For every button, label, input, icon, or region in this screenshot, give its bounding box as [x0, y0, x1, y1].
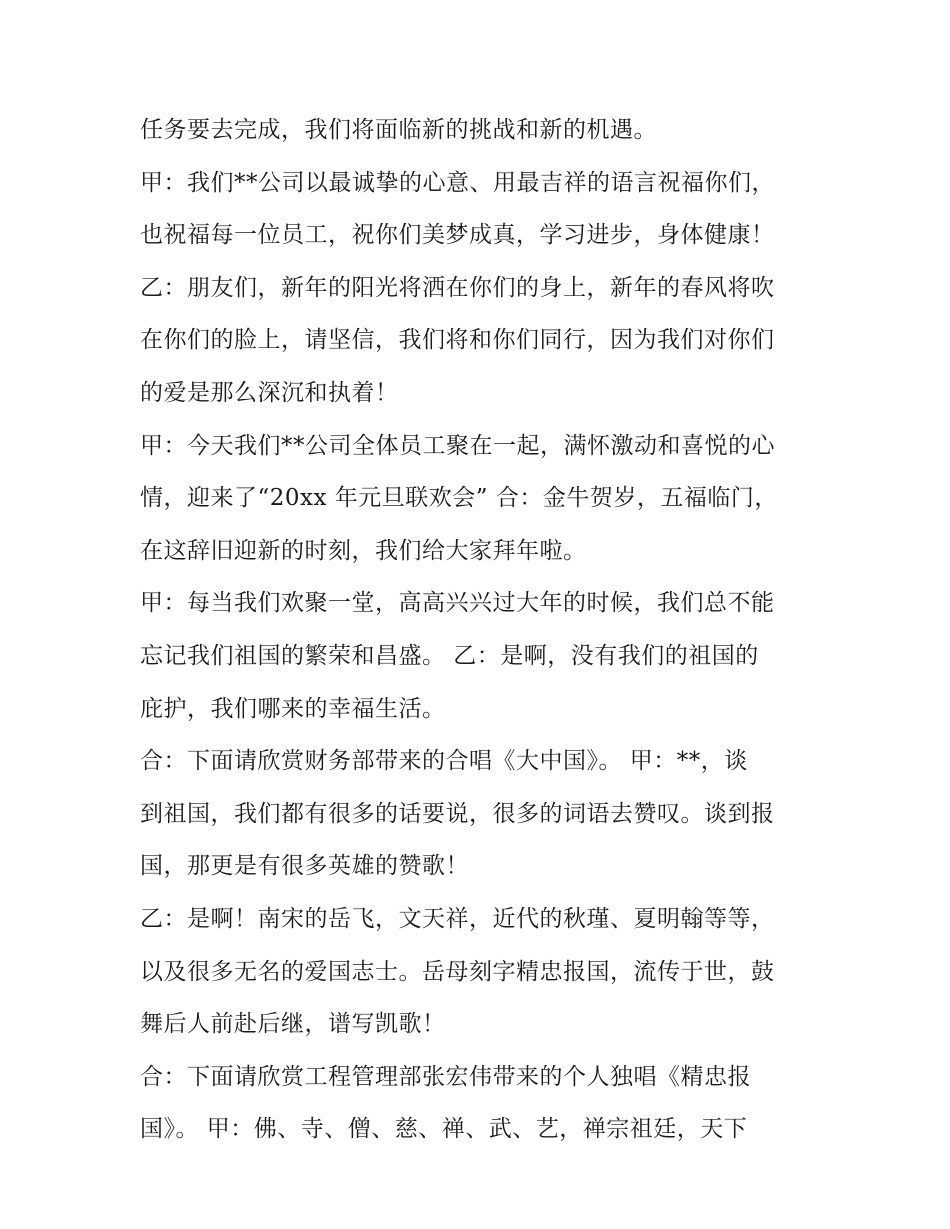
text-line: 庇护，我们哪来的幸福生活。 — [140, 695, 446, 722]
text-line: 乙：是啊！南宋的岳飞，文天祥，近代的秋瑾、夏明翰等等， — [140, 905, 775, 932]
text-line: 甲：今天我们**公司全体员工聚在一起，满怀激动和喜悦的心 — [140, 432, 775, 459]
text-line: 舞后人前赴后继，谱写凯歌！ — [140, 1011, 446, 1038]
text-line: 也祝福每一位员工，祝你们美梦成真，学习进步，身体健康！ — [140, 222, 775, 249]
document-body — [140, 104, 820, 1156]
text-line: 情，迎来了“20xx 年元旦联欢会” 合：金牛贺岁，五福临门， — [140, 485, 778, 512]
text-line: 以及很多无名的爱国志士。岳母刻字精忠报国，流传于世，鼓 — [140, 958, 775, 985]
text-line: 忘记我们祖国的繁荣和昌盛。 乙：是啊，没有我们的祖国的 — [140, 642, 759, 669]
text-line: 乙：朋友们，新年的阳光将洒在你们的身上，新年的春风将吹 — [140, 274, 775, 301]
text-line: 到祖国，我们都有很多的话要说，很多的词语去赞叹。谈到报 — [140, 800, 775, 827]
text-line: 在这辞旧迎新的时刻，我们给大家拜年啦。 — [140, 537, 587, 564]
text-line: 在你们的脸上，请坚信，我们将和你们同行，因为我们对你们 — [140, 327, 775, 354]
text-line: 任务要去完成，我们将面临新的挑战和新的机遇。 — [140, 117, 657, 143]
text-line: 合：下面请欣赏财务部带来的合唱《大中国》。 甲：**，谈 — [140, 748, 748, 775]
text-line: 国》。 甲：佛、寺、僧、慈、禅、武、艺，禅宗祖廷，天下 — [140, 1116, 748, 1143]
text-line: 甲：每当我们欢聚一堂，高高兴兴过大年的时候，我们总不能 — [140, 590, 775, 617]
text-line: 合：下面请欣赏工程管理部张宏伟带来的个人独唱《精忠报 — [140, 1063, 751, 1090]
text-line: 的爱是那么深沉和执着！ — [140, 379, 399, 406]
text-line: 甲：我们**公司以最诚挚的心意、用最吉祥的语言祝福你们， — [140, 169, 775, 196]
text-line: 国，那更是有很多英雄的赞歌！ — [140, 853, 469, 880]
